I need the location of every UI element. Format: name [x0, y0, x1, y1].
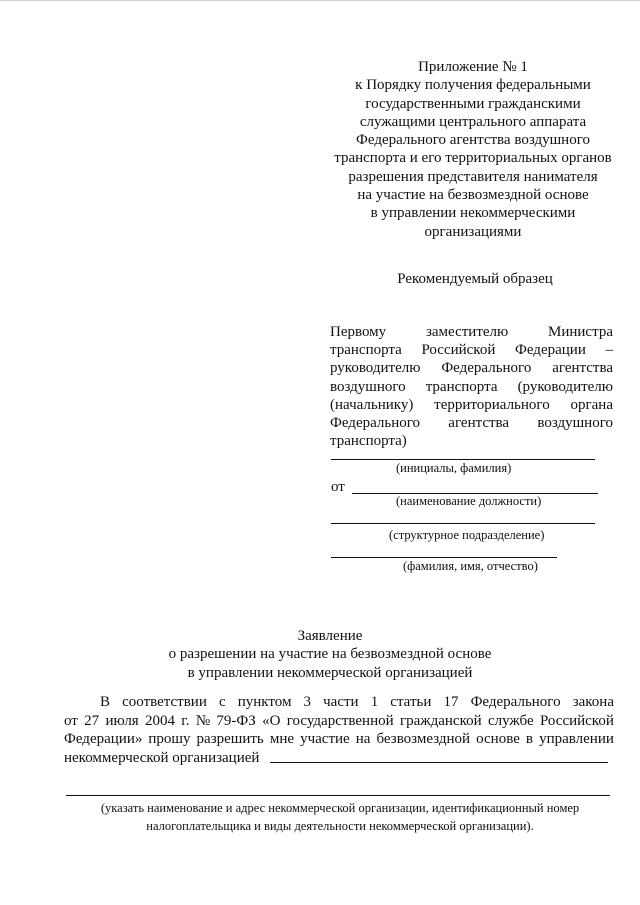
addressee-word: воздушного: [537, 415, 613, 432]
statement-word: прошу: [148, 731, 191, 748]
statement-word: государственной: [286, 712, 394, 729]
page-top-edge: [0, 0, 640, 1]
statement-word: закона: [572, 694, 614, 710]
organization-blank-line: [270, 762, 608, 763]
footnote-line-1: (указать наименование и адрес некоммерческой организации, идентификационный номер: [100, 801, 580, 815]
addressee-word: заместителю: [425, 324, 509, 340]
statement-word: 79-ФЗ: [216, 712, 256, 729]
statement-title-block: [90, 627, 570, 682]
addressee-word: органа: [570, 396, 613, 413]
statement-body-line: [64, 693, 614, 712]
statement-word: «О: [262, 712, 281, 729]
addressee-word: агентства: [448, 415, 510, 432]
statement-word: Федерации»: [64, 731, 143, 748]
statement-word: июля: [105, 712, 139, 729]
addressee-word: агентства: [552, 360, 613, 377]
addressee-word: Федерального: [441, 360, 532, 377]
fullname-blank-line: [331, 557, 557, 558]
statement-subtitle-1: о разрешении на участие на безвозмездной основе: [168, 646, 492, 663]
statement-word: безвозмездной: [376, 731, 471, 748]
statement-word: управлении: [539, 731, 614, 748]
addressee-line: [330, 396, 613, 414]
statement-body-line: [64, 712, 614, 731]
appendix-line: служащими центрального аппарата: [359, 113, 587, 130]
statement-word: с: [218, 694, 226, 710]
statement-body-line: [64, 730, 614, 749]
statement-word: 3: [303, 694, 312, 710]
statement-word: пунктом: [237, 694, 292, 710]
unit-blank-line: [331, 523, 595, 524]
addressee-word: (начальнику): [330, 396, 414, 413]
statement-title: Заявление: [297, 628, 363, 644]
addressee-word: транспорта: [425, 378, 498, 395]
statement-word: г.: [181, 712, 190, 729]
addressee-block: [330, 323, 613, 450]
statement-word: 2004: [145, 712, 175, 729]
statement-word: гражданской: [399, 712, 482, 729]
appendix-header: [314, 58, 632, 241]
statement-subtitle-2: в управлении некоммерческой организацией: [187, 664, 473, 681]
addressee-line: [330, 414, 613, 432]
appendix-line: в управлении некоммерческими: [370, 205, 576, 222]
initials-blank-line: [331, 459, 595, 460]
position-caption: (наименование должности): [396, 494, 542, 508]
statement-word: основе: [476, 731, 520, 748]
statement-word: службе: [487, 712, 534, 729]
addressee-word: транспорта: [330, 342, 402, 359]
appendix-line: на участие на безвозмездной основе: [357, 187, 589, 204]
addressee-word: руководителю: [330, 360, 421, 377]
statement-word: 1: [370, 694, 379, 710]
statement-word: статьи: [390, 694, 432, 710]
addressee-word: Федерального: [330, 415, 421, 432]
statement-word: Федерального: [470, 694, 561, 710]
appendix-line: Приложение № 1: [418, 59, 528, 75]
statement-body-line: некоммерческой организацией: [64, 750, 260, 767]
from-label: от: [331, 479, 345, 495]
addressee-word: –: [605, 342, 613, 359]
appendix-line: транспорта и его территориальных органов: [334, 150, 612, 167]
fullname-caption: (фамилия, имя, отчество): [403, 559, 538, 573]
footnote: [60, 800, 620, 835]
appendix-line: Федерального агентства воздушного: [356, 132, 590, 149]
statement-word: В: [100, 694, 111, 710]
statement-word: мне: [269, 731, 295, 748]
organization-details-blank-line: [66, 795, 610, 796]
appendix-line: государственными гражданскими: [365, 95, 581, 112]
addressee-word: (руководителю: [517, 378, 613, 395]
statement-word: соответствии: [122, 694, 207, 710]
statement-word: разрешить: [196, 731, 264, 748]
statement-body: [64, 693, 614, 768]
sample-label: Рекомендуемый образец: [397, 271, 553, 287]
statement-word: на: [355, 731, 371, 748]
statement-word: от: [64, 712, 78, 729]
appendix-line: к Порядку получения федеральными: [355, 77, 591, 94]
addressee-word: воздушного: [330, 378, 406, 395]
addressee-line: [330, 359, 613, 377]
addressee-word: Российской: [421, 342, 496, 359]
statement-word: 17: [443, 694, 459, 710]
unit-caption: (структурное подразделение): [389, 528, 545, 542]
statement-word: Российской: [539, 712, 614, 729]
appendix-line: разрешения представителя нанимателя: [348, 168, 598, 185]
footnote-line-2: налогоплательщика и виды деятельности некоммерческой организации).: [146, 818, 534, 833]
statement-word: 27: [84, 712, 100, 729]
initials-caption: (инициалы, фамилия): [396, 461, 512, 475]
addressee-word: территориального: [434, 396, 550, 413]
statement-word: части: [323, 694, 359, 710]
addressee-word: Федерации: [515, 342, 586, 359]
statement-word: в: [525, 731, 534, 748]
addressee-word: Министра: [548, 324, 613, 340]
addressee-line: [330, 323, 613, 341]
addressee-line: [330, 341, 613, 359]
addressee-line: [330, 378, 613, 396]
addressee-line: транспорта): [330, 433, 407, 450]
statement-word: участие: [300, 731, 350, 748]
statement-word: №: [195, 712, 211, 729]
addressee-word: Первому: [330, 324, 387, 340]
appendix-line: организациями: [424, 223, 522, 240]
